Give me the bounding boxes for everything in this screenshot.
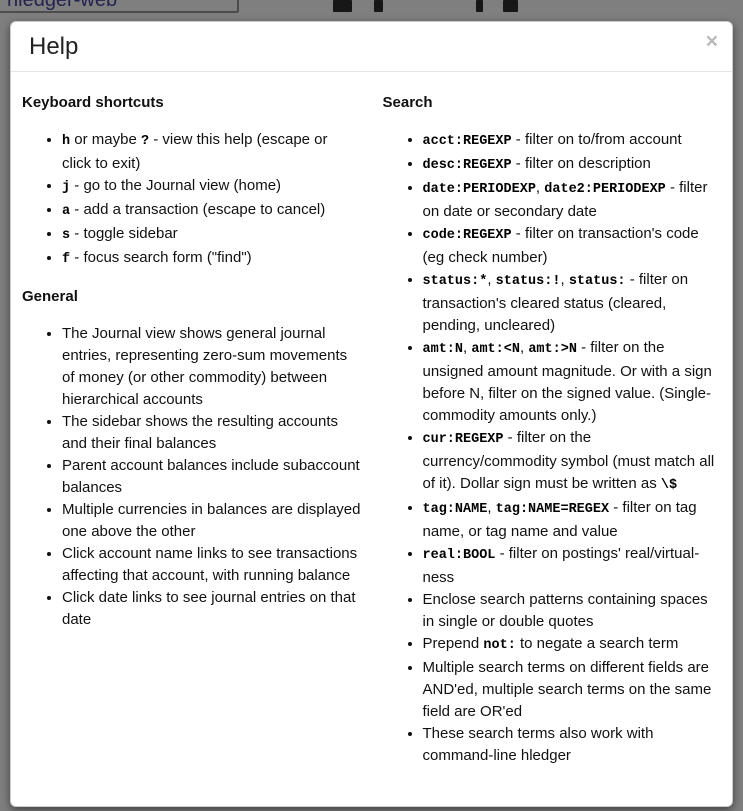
list-item: • desc:REGEXP - filter on description — [423, 153, 722, 177]
code-term: f — [62, 252, 71, 267]
code-term: h — [62, 134, 71, 149]
code-term: a — [62, 204, 71, 219]
code-term: amt:>N — [528, 342, 577, 357]
list-item: • j - go to the Journal view (home) — [62, 175, 361, 199]
help-list — [22, 129, 361, 271]
modal-header — [11, 22, 732, 72]
list-item: • amt:N, amt:<N, amt:>N - filter on the unsigned amount magnitude. Or with a sign before N, filter on the signed value. (Single-commodity amounts only.) — [423, 337, 722, 427]
code-term: acct:REGEXP — [422, 134, 512, 149]
list-item: • The Journal view shows general journal entries, representing zero-sum movements of money (or other commodity) between hierarchical accounts — [62, 323, 361, 411]
list-item: • status:*, status:!, status: - filter on transaction's cleared status (cleared, pending, uncleared) — [423, 269, 722, 337]
help-section — [22, 286, 361, 631]
code-term: date:PERIODEXP — [422, 182, 536, 197]
list-item: • These search terms also work with command-line hledger — [423, 723, 722, 767]
list-item: • date:PERIODEXP, date2:PERIODEXP - filter on date or secondary date — [423, 177, 722, 223]
help-list — [22, 323, 361, 631]
help-section — [383, 92, 722, 767]
code-term: \$ — [660, 478, 678, 493]
code-term: s — [62, 228, 71, 243]
code-term: desc:REGEXP — [422, 158, 512, 173]
code-term: tag:NAME=REGEX — [495, 502, 610, 517]
code-term: real:BOOL — [422, 548, 496, 563]
list-item: • Enclose search patterns containing spaces in single or double quotes — [423, 589, 722, 633]
list-item: • Multiple currencies in balances are displayed one above the other — [62, 499, 361, 543]
list-item: • Click date links to see journal entries on that date — [62, 587, 361, 631]
list-item: • f - focus search form ("find") — [62, 247, 361, 271]
list-item: • s - toggle sidebar — [62, 223, 361, 247]
list-item: • acct:REGEXP - filter on to/from account — [423, 129, 722, 153]
list-item: • Parent account balances include subaccount balances — [62, 455, 361, 499]
code-term: status:* — [422, 274, 488, 289]
modal-body — [11, 72, 732, 806]
list-item: • a - add a transaction (escape to cancel) — [62, 199, 361, 223]
list-item: • Prepend not: to negate a search term — [423, 633, 722, 657]
left-column — [11, 92, 372, 782]
code-term: date2:PERIODEXP — [544, 182, 666, 197]
code-term: tag:NAME — [422, 502, 488, 517]
list-item: • Multiple search terms on different fields are AND'ed, multiple search terms on the same field are OR'ed — [423, 657, 722, 723]
right-column — [372, 92, 733, 782]
code-term: ? — [140, 134, 150, 149]
list-item: • tag:NAME, tag:NAME=REGEX - filter on tag name, or tag name and value — [423, 497, 722, 543]
code-term: status: — [568, 274, 626, 289]
code-term: status:! — [495, 274, 561, 289]
modal-title: Help — [29, 33, 79, 60]
help-section — [22, 92, 361, 271]
list-item: • cur:REGEXP - filter on the currency/commodity symbol (must match all of it). Dollar sign must be written as \$ — [423, 427, 722, 497]
code-term: code:REGEXP — [422, 228, 512, 243]
list-item: • real:BOOL - filter on postings' real/virtual-ness — [423, 543, 722, 589]
code-term: amt:<N — [471, 342, 520, 357]
code-term: not: — [483, 638, 516, 653]
help-modal — [10, 21, 733, 807]
list-item: • Click account name links to see transactions affecting that account, with running balance — [62, 543, 361, 587]
list-item: • h or maybe ? - view this help (escape or click to exit) — [62, 129, 361, 175]
code-term: j — [62, 180, 71, 195]
code-term: cur:REGEXP — [422, 432, 504, 447]
help-list — [383, 129, 722, 767]
section-heading: Search — [382, 94, 433, 111]
section-heading: Keyboard shortcuts — [22, 94, 164, 111]
code-term: amt:N — [422, 342, 464, 357]
section-heading: General — [22, 288, 78, 305]
close-icon[interactable]: × — [705, 30, 718, 53]
list-item: • code:REGEXP - filter on transaction's code (eg check number) — [423, 223, 722, 269]
list-item: • The sidebar shows the resulting accounts and their final balances — [62, 411, 361, 455]
